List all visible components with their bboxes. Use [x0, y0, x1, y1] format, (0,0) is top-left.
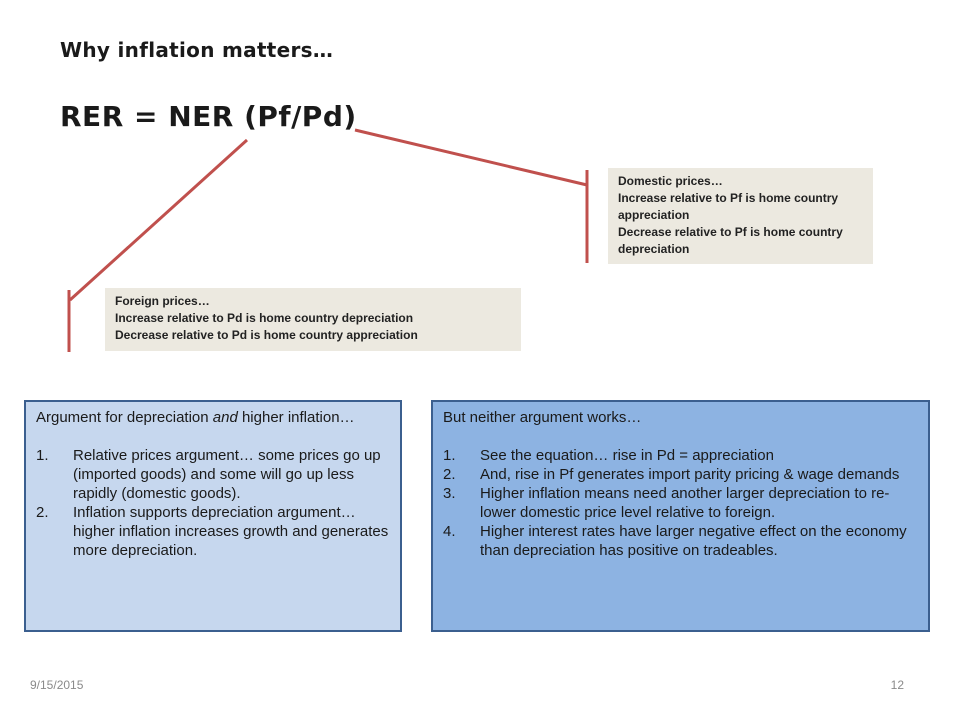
left-box-list	[36, 446, 390, 560]
left-box-intro: Argument for depreciation and higher inflation…	[36, 409, 355, 426]
list-item: 3. Higher inflation means need another larger depreciation to re-lower domestic price level relative to foreign.	[443, 485, 890, 521]
list-item: 1. Relative prices argument… some prices go up (imported goods) and some will go up less rapidly (domestic goods).	[36, 447, 381, 502]
domestic-prices-note	[608, 168, 873, 264]
right-box-intro: But neither argument works…	[443, 409, 642, 426]
rer-equation: RER = NER (Pf/Pd)	[60, 100, 357, 133]
counter-argument-box	[431, 400, 930, 632]
foreign-prices-note	[105, 288, 521, 351]
right-box-list	[443, 446, 918, 560]
domestic-note-line: Increase relative to Pf is home country appreciation	[618, 191, 839, 222]
slide-number: 12	[890, 678, 904, 692]
list-item: 4. Higher interest rates have larger negative effect on the economy than depreciation has positive on tradeables.	[443, 523, 907, 559]
domestic-note-heading: Domestic prices…	[618, 174, 723, 188]
slide-title: Why inflation matters…	[60, 38, 334, 62]
emphasis-and: and	[212, 409, 238, 426]
foreign-connector-line	[70, 140, 247, 300]
argument-for-depreciation-box	[24, 400, 402, 632]
foreign-note-line: Increase relative to Pd is home country depreciation	[115, 311, 414, 325]
domestic-note-line: Decrease relative to Pf is home country depreciation	[618, 225, 843, 256]
foreign-note-line: Decrease relative to Pd is home country appreciation	[115, 328, 418, 342]
footer-date: 9/15/2015	[30, 678, 84, 692]
domestic-connector-line	[355, 130, 587, 185]
foreign-note-heading: Foreign prices…	[115, 294, 210, 308]
list-item: 2. Inflation supports depreciation argument… higher inflation increases growth and generates more depreciation.	[36, 504, 389, 559]
list-item: 1. See the equation… rise in Pd = appreciation	[443, 447, 774, 464]
list-item: 2. And, rise in Pf generates import parity pricing & wage demands	[443, 466, 900, 483]
